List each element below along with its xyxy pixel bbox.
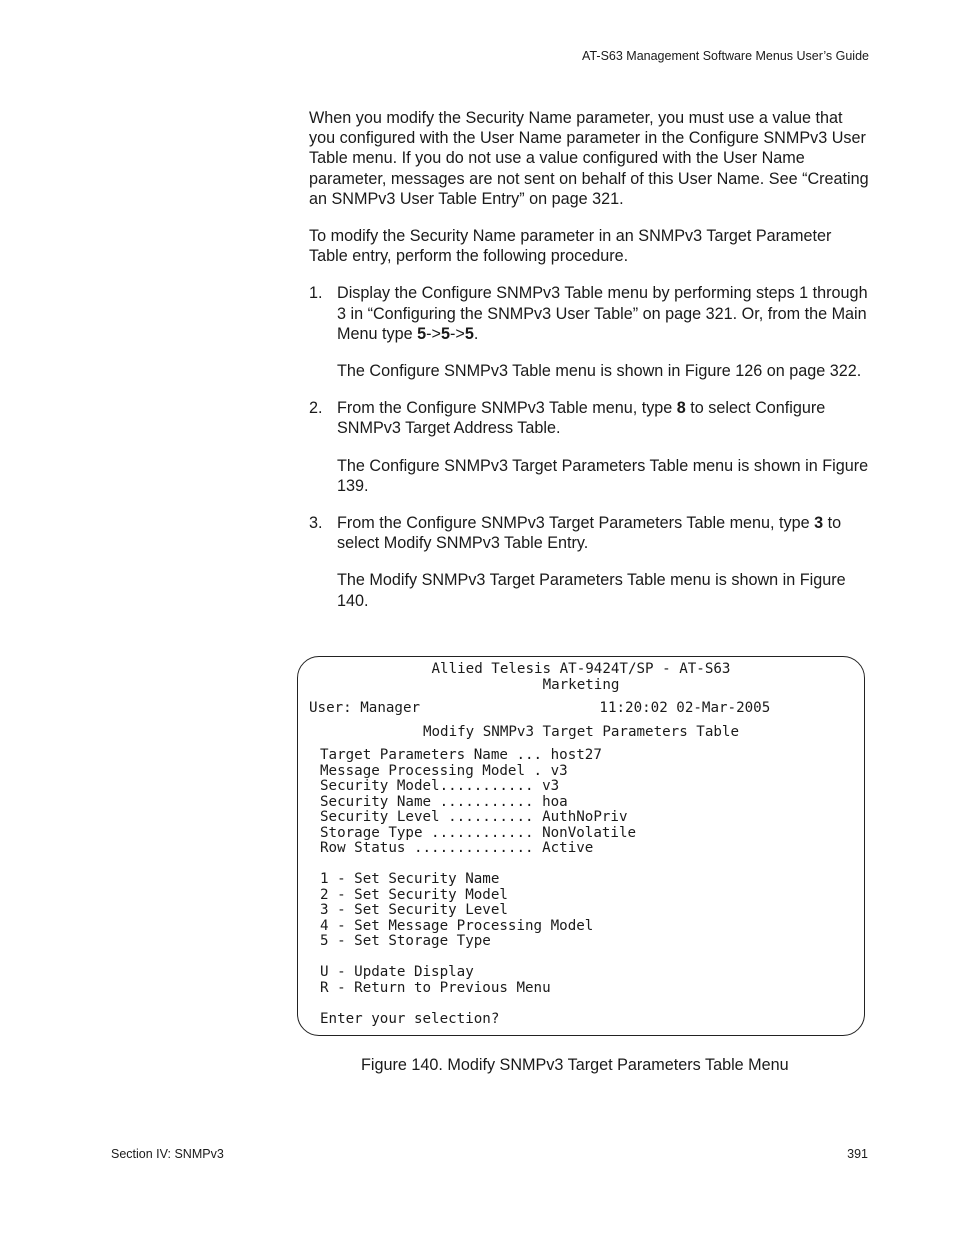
step-text: From the Configure SNMPv3 Target Parameters Table menu, type 3 to select Modify SNMPv3 Table Entry. [337, 514, 842, 553]
menu-option[interactable]: 4 - Set Message Processing Model [320, 917, 594, 934]
terminal-menu-title: Modify SNMPv3 Target Parameters Table [422, 724, 740, 740]
step-number: 2. [309, 399, 323, 418]
field-line: Target Parameters Name ... host27 [320, 747, 602, 763]
step-number: 3. [309, 514, 323, 533]
step-number: 1. [309, 284, 323, 303]
step-2 [309, 398, 871, 438]
figure-caption: Figure 140. Modify SNMPv3 Target Parameters Table Menu [361, 1056, 789, 1074]
intro-paragraph-2: To modify the Security Name parameter in an SNMPv3 Target Parameter Table entry, perform the following procedure. [309, 227, 832, 266]
step-3 [309, 513, 871, 553]
menu-command[interactable]: R - Return to Previous Menu [320, 979, 551, 996]
field-line: Row Status .............. Active [320, 840, 594, 856]
step-text: Display the Configure SNMPv3 Table menu by performing steps 1 through 3 in “Configuring the SNMPv3 User Table” on page 321. Or, from the Main Menu type 5->5->5. [337, 284, 868, 343]
step-1 [309, 283, 871, 344]
terminal-title: Allied Telesis AT-9424T/SP - AT-S63 [431, 661, 731, 677]
field-line: Security Model........... v3 [320, 778, 560, 794]
step-3-note: The Modify SNMPv3 Target Parameters Table menu is shown in Figure 140. [337, 571, 846, 610]
selection-prompt[interactable]: Enter your selection? [320, 1011, 500, 1027]
menu-option[interactable]: 2 - Set Security Model [320, 886, 508, 903]
running-header: AT-S63 Management Software Menus User’s Guide [582, 49, 869, 63]
step-1-note: The Configure SNMPv3 Table menu is shown in Figure 126 on page 322. [337, 362, 862, 381]
terminal-user-line: User: Manager 11:20:02 02-Mar-2005 [309, 700, 771, 716]
step-2-note: The Configure SNMPv3 Target Parameters Table menu is shown in Figure 139. [337, 456, 869, 495]
menu-option[interactable]: 1 - Set Security Name [320, 871, 500, 887]
field-line: Storage Type ............ NonVolatile [320, 824, 637, 841]
intro-paragraph-1: When you modify the Security Name parameter, you must use a value that you configured with the User Name parameter in the Configure SNMPv3 User Table menu. If you do not use a value configured with the User Name parameter, messages are not sent on behalf of this User Name. See “Creating an SNMPv3 User Table Entry” on page 321. [309, 109, 869, 208]
menu-command[interactable]: U - Update Display [320, 964, 474, 980]
field-line: Security Level .......... AuthNoPriv [320, 809, 628, 825]
footer-section: Section IV: SNMPv3 [111, 1147, 224, 1161]
terminal-subtitle: Marketing [542, 677, 620, 693]
step-text: From the Configure SNMPv3 Table menu, type 8 to select Configure SNMPv3 Target Address Table. [337, 399, 826, 438]
menu-option[interactable]: 3 - Set Security Level [320, 902, 508, 918]
field-line: Message Processing Model . v3 [320, 762, 568, 779]
terminal-screen [297, 656, 865, 1036]
menu-option[interactable]: 5 - Set Storage Type [320, 933, 491, 949]
page-number: 391 [847, 1147, 868, 1161]
body-text [309, 108, 871, 628]
field-line: Security Name ........... hoa [320, 793, 568, 810]
